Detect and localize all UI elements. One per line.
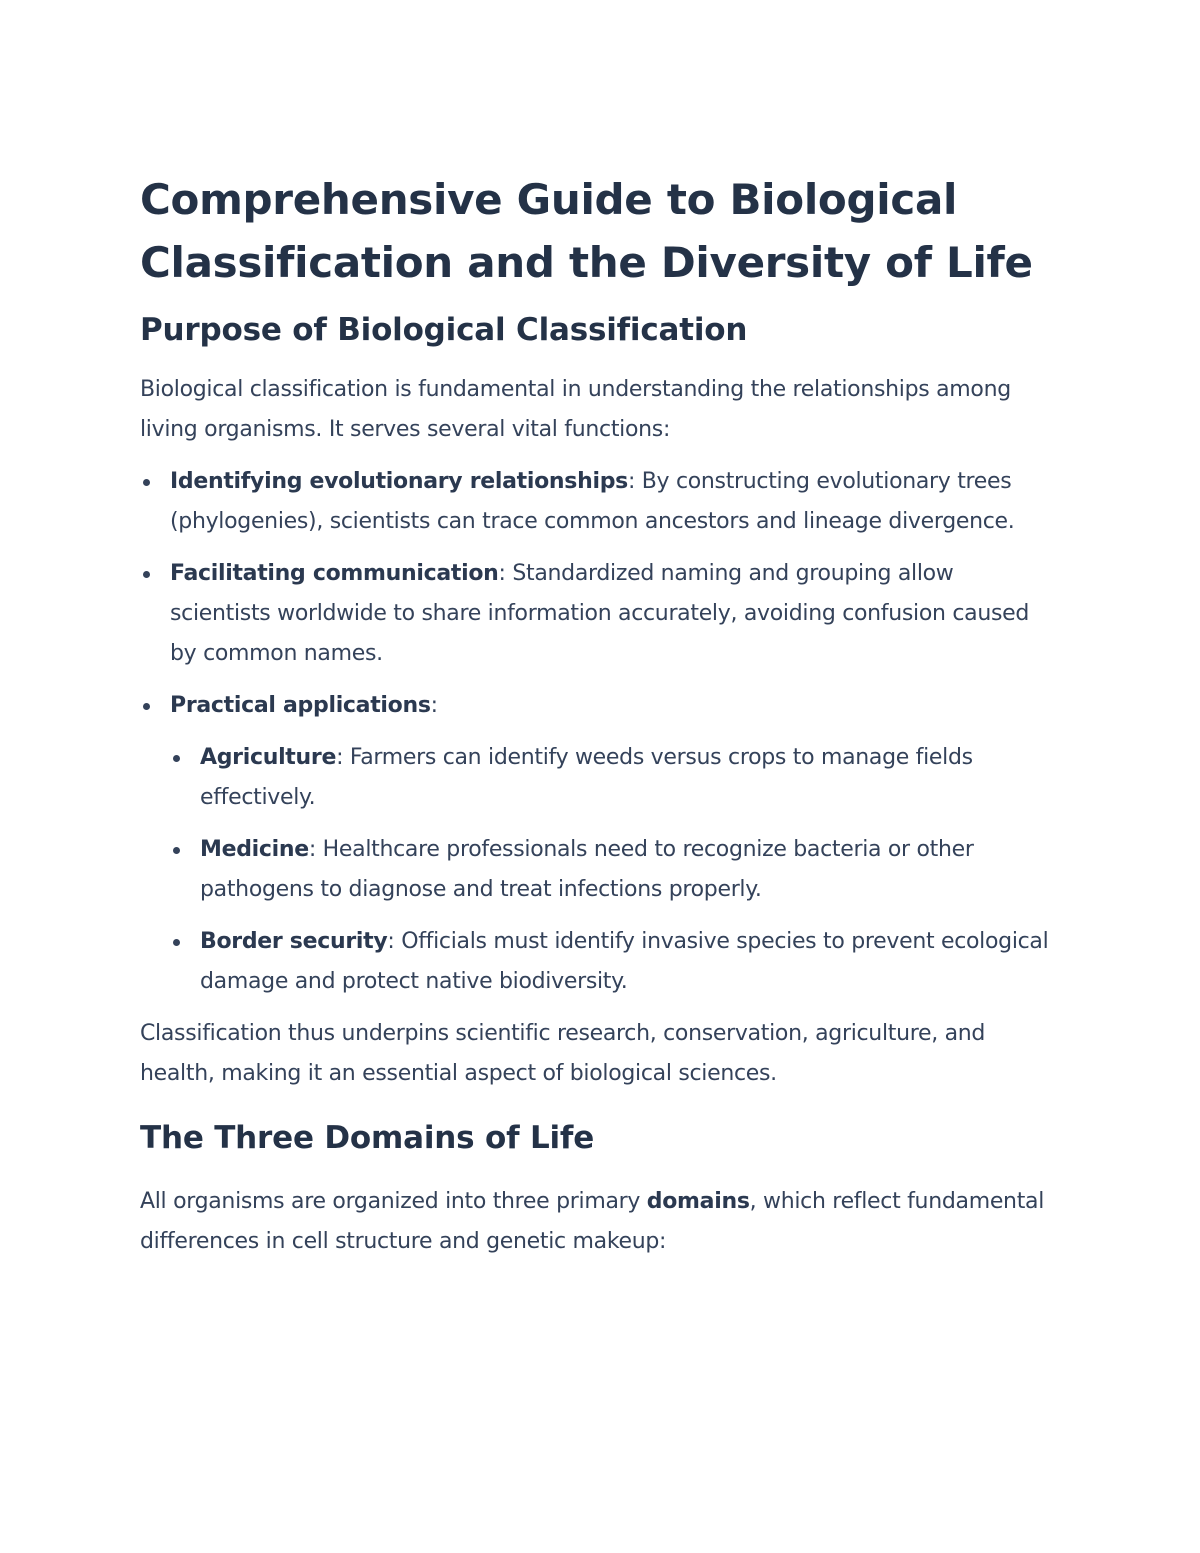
- list-item: [140, 686, 1060, 1002]
- domains-intro-after: , which reflect fundamental differences in cell structure and genetic makeup:: [140, 1189, 1045, 1254]
- sublist-item-term: Medicine: [200, 837, 309, 862]
- sublist-item: [170, 738, 1060, 818]
- document-title: Comprehensive Guide to Biological Classification and the Diversity of Life: [140, 175, 1033, 287]
- domains-intro-before: All organisms are organized into three primary: [140, 1189, 647, 1214]
- list-item: [140, 462, 1060, 542]
- sublist-item: [170, 830, 1060, 910]
- purpose-intro: Biological classification is fundamental in understanding the relationships among living organisms. It serves several vital functions:: [140, 377, 1011, 442]
- section-heading-domains: The Three Domains of Life: [140, 1120, 595, 1156]
- sublist-item-term: Border security: [200, 929, 388, 954]
- purpose-list: [140, 462, 1060, 1002]
- applications-sublist: [170, 738, 1060, 1002]
- list-item-term: Practical applications: [170, 693, 431, 718]
- sublist-item-text: : Officials must identify invasive species to prevent ecological damage and protect native biodiversity.: [200, 929, 1049, 994]
- sublist-item-text: : Healthcare professionals need to recognize bacteria or other pathogens to diagnose and treat infections properly.: [200, 837, 974, 902]
- list-item: [140, 554, 1060, 674]
- list-item-text: :: [430, 693, 438, 718]
- list-item-term: Identifying evolutionary relationships: [170, 469, 628, 494]
- purpose-conclusion: Classification thus underpins scientific research, conservation, agriculture, and health, making it an essential aspect of biological sciences.: [140, 1021, 986, 1086]
- list-item-term: Facilitating communication: [170, 561, 499, 586]
- sublist-item-text: : Farmers can identify weeds versus crops to manage fields effectively.: [200, 745, 973, 810]
- list-item-text: : By constructing evolutionary trees (phylogenies), scientists can trace common ancestors and lineage divergence.: [170, 469, 1015, 534]
- list-item-text: : Standardized naming and grouping allow scientists worldwide to share information accurately, avoiding confusion caused by common names.: [170, 561, 1030, 666]
- domains-intro-term: domains: [646, 1189, 750, 1214]
- domains-intro: [140, 1182, 1060, 1262]
- section-heading-purpose: Purpose of Biological Classification: [140, 312, 748, 348]
- sublist-item-term: Agriculture: [200, 745, 337, 770]
- sublist-item: [170, 922, 1060, 1002]
